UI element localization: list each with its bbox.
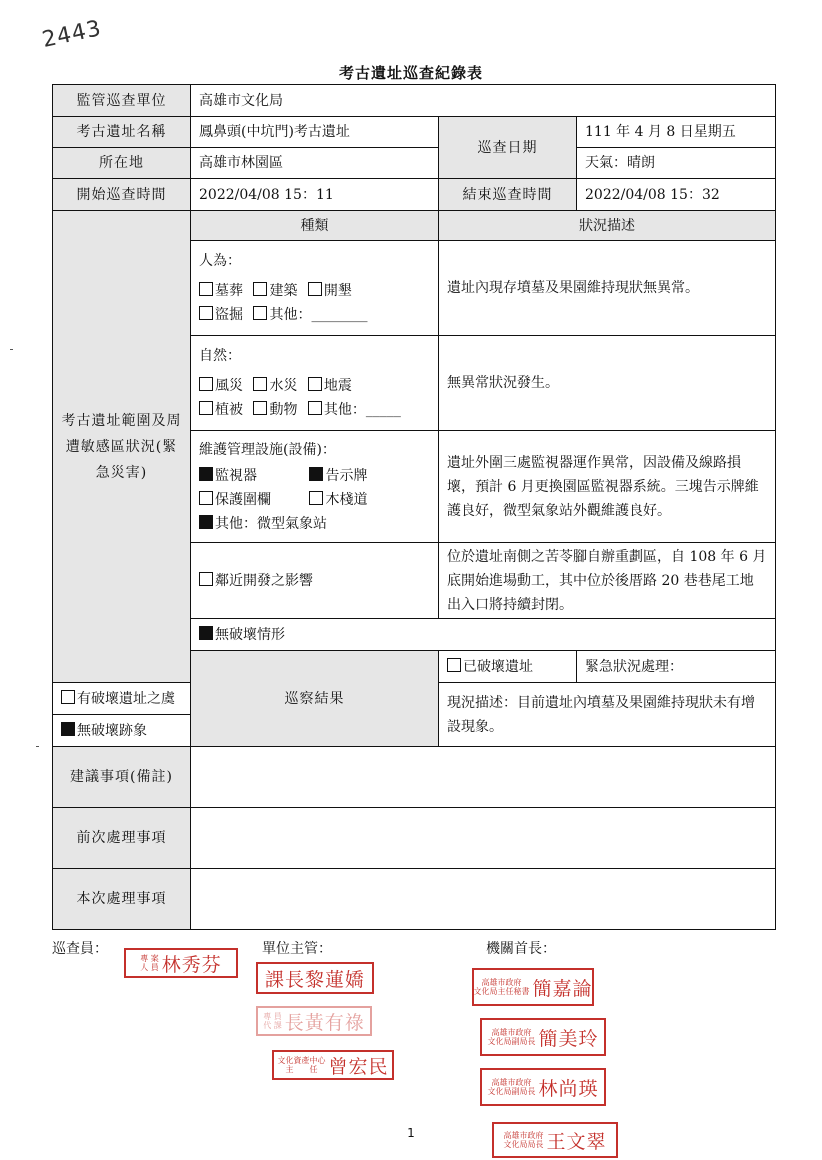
deputy-director-2-seal: 高雄市政府 文化局副局長 林尚瑛 bbox=[480, 1068, 606, 1106]
date-value: 111 年 4 月 8 日星期五 bbox=[577, 117, 776, 148]
suggestions-label: 建議事項(備註) bbox=[53, 747, 191, 808]
row-site-name bbox=[53, 117, 776, 148]
facilities-type-cell bbox=[191, 431, 439, 543]
agency-label: 監管巡查單位 bbox=[53, 85, 191, 117]
natural-type-cell bbox=[191, 336, 439, 431]
checkbox-human-other[interactable] bbox=[253, 307, 367, 323]
handwritten-note: 2443 bbox=[40, 16, 104, 53]
checkbox-no-damage-sign[interactable] bbox=[61, 723, 147, 739]
checkbox-earthquake[interactable] bbox=[308, 378, 352, 394]
nearby-type-cell bbox=[191, 543, 439, 619]
row-status-header bbox=[53, 211, 776, 241]
scan-mark bbox=[36, 746, 39, 747]
no-damage-cell bbox=[191, 619, 776, 651]
form-title: 考古遺址巡查紀錄表 bbox=[338, 64, 483, 82]
site-name-label: 考古遺址名稱 bbox=[53, 117, 191, 148]
checkbox-nearby-development[interactable] bbox=[199, 573, 313, 589]
facilities-description: 遺址外圍三處監視器運作異常，因設備及線路損壞，預計 6 月更換園區監視器系統。三塊告示牌維護良好，微型氣象站外觀維護良好。 bbox=[439, 431, 776, 543]
date-label: 巡查日期 bbox=[439, 117, 577, 179]
row-previous bbox=[53, 808, 776, 869]
checkbox-facility-other[interactable] bbox=[199, 516, 327, 532]
current-status-description: 現況描述：目前遺址內墳墓及果園維持現狀未有增設現象。 bbox=[439, 683, 776, 747]
page-number: 1 bbox=[407, 1126, 415, 1140]
inspection-form-table bbox=[52, 84, 776, 930]
secretary-seal: 高雄市政府 文化局主任秘書 簡嘉論 bbox=[472, 968, 594, 1006]
option-label: 其他：________ bbox=[269, 307, 368, 323]
checkbox-no-damage-status[interactable] bbox=[199, 627, 285, 643]
description-header: 狀況描述 bbox=[439, 211, 776, 241]
checkbox-destroyed[interactable] bbox=[447, 659, 533, 675]
option-label: 地震 bbox=[323, 378, 352, 394]
agency-value: 高雄市文化局 bbox=[191, 85, 776, 117]
option-label: 盜掘 bbox=[215, 307, 243, 323]
head-label: 機關首長： bbox=[486, 941, 556, 957]
option-label: 風災 bbox=[215, 378, 243, 394]
weather-value: 天氣：晴朗 bbox=[577, 148, 776, 179]
option-label: 木棧道 bbox=[325, 491, 368, 508]
checkbox-wind[interactable] bbox=[199, 378, 243, 394]
center-director-seal: 文化資產中心 主 任 曾宏民 bbox=[272, 1050, 394, 1080]
option-label: 無破壞情形 bbox=[215, 626, 285, 643]
checkbox-vegetation[interactable] bbox=[199, 402, 243, 418]
option-label: 建築 bbox=[269, 283, 298, 299]
result-option-cell bbox=[53, 715, 191, 747]
checkbox-flood[interactable] bbox=[253, 378, 297, 394]
option-label: 其他：_____ bbox=[323, 402, 401, 418]
start-time-value: 2022/04/08 15：11 bbox=[191, 179, 439, 211]
option-label: 保護圍欄 bbox=[215, 491, 271, 508]
result-option-cell bbox=[439, 651, 577, 683]
option-label: 開墾 bbox=[323, 283, 352, 299]
location-label: 所在地 bbox=[53, 148, 191, 179]
director-seal: 高雄市政府 文化局局長 王文翠 bbox=[492, 1122, 618, 1158]
previous-value[interactable] bbox=[191, 808, 776, 869]
row-time bbox=[53, 179, 776, 211]
checkbox-signboard[interactable] bbox=[309, 468, 367, 484]
end-time-label: 結束巡查時間 bbox=[439, 179, 577, 211]
emergency-label: 緊急狀況處理： bbox=[577, 651, 776, 683]
row-agency bbox=[53, 85, 776, 117]
row-location bbox=[53, 148, 776, 179]
option-label: 告示牌 bbox=[325, 467, 368, 484]
row-suggestions bbox=[53, 747, 776, 808]
inspector-label: 巡查員： bbox=[52, 941, 108, 957]
scan-mark bbox=[10, 349, 13, 350]
checkbox-animal[interactable] bbox=[253, 402, 297, 418]
option-label: 水災 bbox=[269, 378, 298, 394]
option-label: 其他：微型氣象站 bbox=[215, 515, 327, 532]
status-section-label: 考古遺址範圍及周遭敏感區狀況(緊急災害) bbox=[53, 211, 191, 683]
natural-heading: 自然： bbox=[199, 348, 241, 364]
row-current bbox=[53, 869, 776, 930]
deputy-director-1-seal: 高雄市政府 文化局副局長 簡美玲 bbox=[480, 1018, 606, 1056]
checkbox-natural-other[interactable] bbox=[308, 402, 401, 418]
suggestions-value[interactable] bbox=[191, 747, 776, 808]
nearby-description: 位於遺址南側之苦苓腳自辦重劃區，自 108 年 6 月底開始進場動工，其中位於後厝路 20 巷巷尾工地出入口將持續封閉。 bbox=[439, 543, 776, 619]
site-name-value: 鳳鼻頭(中坑門)考古遺址 bbox=[191, 117, 439, 148]
previous-label: 前次處理事項 bbox=[53, 808, 191, 869]
location-value: 高雄市林園區 bbox=[191, 148, 439, 179]
section-chief-seal: 課長黎蓮嬌 bbox=[256, 962, 374, 994]
option-label: 植被 bbox=[215, 402, 243, 418]
checkbox-cctv[interactable] bbox=[199, 464, 299, 488]
checkbox-fence[interactable] bbox=[199, 488, 299, 512]
human-type-cell bbox=[191, 241, 439, 336]
option-label: 有破壞遺址之虞 bbox=[77, 690, 175, 707]
facilities-heading: 維護管理設施(設備)： bbox=[199, 441, 336, 458]
checkbox-boardwalk[interactable] bbox=[309, 492, 367, 508]
inspector-seal: 專 案 人 員 林秀芬 bbox=[124, 948, 238, 978]
checkbox-burial[interactable] bbox=[199, 283, 243, 299]
current-label: 本次處理事項 bbox=[53, 869, 191, 930]
option-label: 鄰近開發之影響 bbox=[215, 572, 313, 589]
supervisor-label: 單位主管： bbox=[262, 941, 332, 957]
natural-description: 無異常狀況發生。 bbox=[439, 336, 776, 431]
option-label: 已破壞遺址 bbox=[463, 658, 533, 675]
option-label: 無破壞跡象 bbox=[77, 722, 147, 739]
option-label: 監視器 bbox=[215, 467, 257, 484]
result-option-cell bbox=[53, 683, 191, 715]
option-label: 墓葬 bbox=[215, 283, 243, 299]
checkbox-risk-of-damage[interactable] bbox=[61, 691, 175, 707]
option-label: 動物 bbox=[269, 402, 298, 418]
checkbox-looting[interactable] bbox=[199, 307, 243, 323]
type-header: 種類 bbox=[191, 211, 439, 241]
end-time-value: 2022/04/08 15：32 bbox=[577, 179, 776, 211]
human-heading: 人為： bbox=[199, 253, 241, 269]
deputy-seal: 專 員 代 課 長黃有祿 bbox=[256, 1006, 372, 1036]
start-time-label: 開始巡查時間 bbox=[53, 179, 191, 211]
checkbox-building[interactable] bbox=[253, 283, 297, 299]
patrol-result-label: 巡察結果 bbox=[191, 651, 439, 747]
current-value[interactable] bbox=[191, 869, 776, 930]
checkbox-cultivation[interactable] bbox=[308, 283, 352, 299]
human-description: 遺址內現存墳墓及果園維持現狀無異常。 bbox=[439, 241, 776, 336]
